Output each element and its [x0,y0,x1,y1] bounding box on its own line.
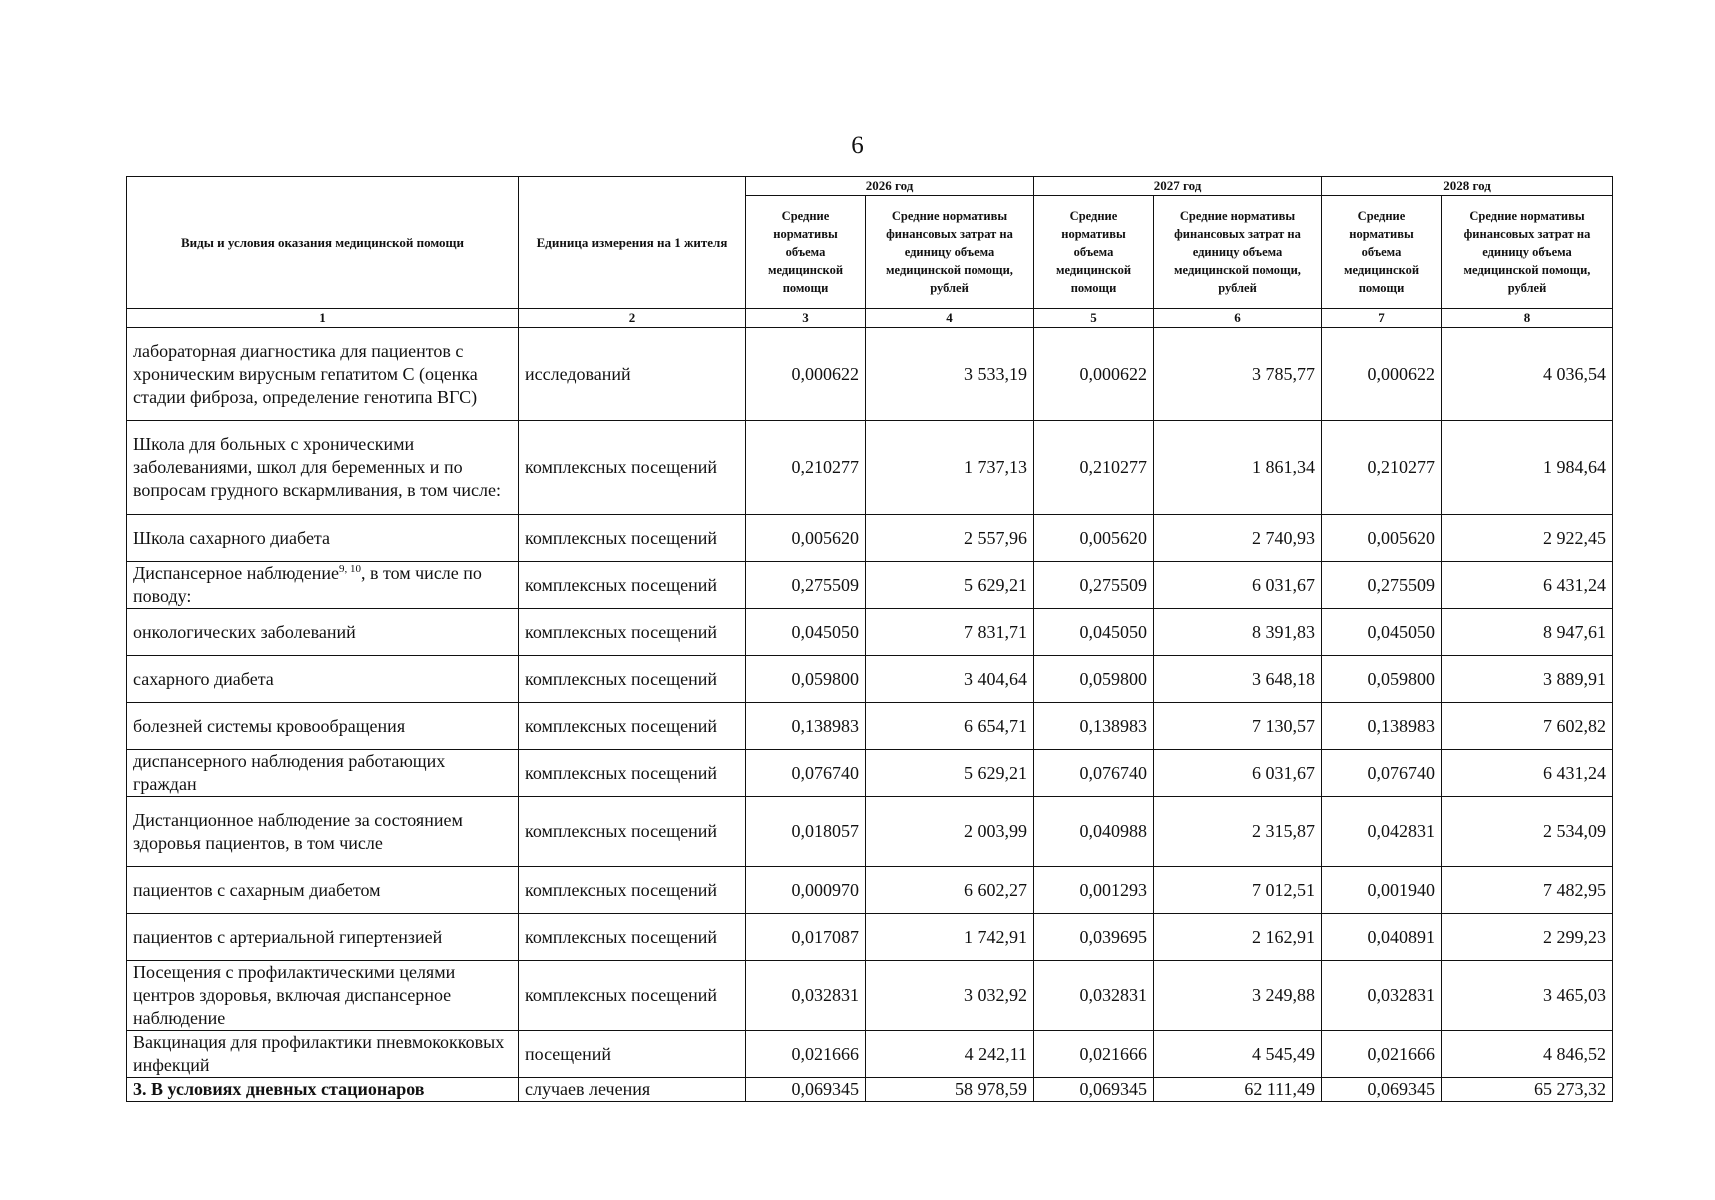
volume-2028: 0,045050 [1322,609,1442,656]
cost-2028: 3 889,91 [1442,656,1613,703]
cost-2027: 8 391,83 [1154,609,1322,656]
cost-2026: 7 831,71 [866,609,1034,656]
volume-2026: 0,017087 [746,914,866,961]
row-name: пациентов с сахарным диабетом [127,867,519,914]
volume-2028: 0,138983 [1322,703,1442,750]
volume-2026: 0,210277 [746,421,866,515]
cost-2028: 2 299,23 [1442,914,1613,961]
cost-2027: 3 785,77 [1154,328,1322,421]
row-name: лабораторная диагностика для пациентов с хроническим вирусным гепатитом С (оценка стадии фиброза, определение генотипа ВГС) [127,328,519,421]
header-cost-2026: Средние нормативы финансовых затрат на единицу объема медицинской помощи, рублей [866,196,1034,309]
table-row [127,562,1613,609]
volume-2027: 0,059800 [1034,656,1154,703]
cost-2026: 6 654,71 [866,703,1034,750]
volume-2027: 0,045050 [1034,609,1154,656]
header-unit: Единица измерения на 1 жителя [519,177,746,309]
row-unit: комплексных посещений [519,867,746,914]
table-row [127,515,1613,562]
row-name: диспансерного наблюдения работающих граждан [127,750,519,797]
normatives-table [126,176,1613,1102]
cost-2027: 4 545,49 [1154,1031,1322,1078]
row-name-text: , в том числе по поводу: [133,563,482,606]
volume-2028: 0,005620 [1322,515,1442,562]
col-number: 3 [746,309,866,328]
volume-2026: 0,021666 [746,1031,866,1078]
volume-2027: 0,069345 [1034,1078,1154,1102]
cost-2027: 7 012,51 [1154,867,1322,914]
cost-2026: 4 242,11 [866,1031,1034,1078]
header-volume-2026: Средние нормативы объема медицинской помощи [746,196,866,309]
cost-2028: 4 846,52 [1442,1031,1613,1078]
cost-2026: 1 742,91 [866,914,1034,961]
volume-2027: 0,021666 [1034,1031,1154,1078]
row-unit: комплексных посещений [519,703,746,750]
cost-2026: 3 032,92 [866,961,1034,1031]
row-unit: комплексных посещений [519,656,746,703]
volume-2027: 0,005620 [1034,515,1154,562]
volume-2028: 0,021666 [1322,1031,1442,1078]
table-row [127,1078,1613,1102]
header-row-numbers [127,309,1613,328]
header-year-2026: 2026 год [746,177,1034,196]
volume-2028: 0,032831 [1322,961,1442,1031]
volume-2028: 0,001940 [1322,867,1442,914]
row-name: сахарного диабета [127,656,519,703]
volume-2028: 0,210277 [1322,421,1442,515]
cost-2027: 2 315,87 [1154,797,1322,867]
header-year-2027: 2027 год [1034,177,1322,196]
footnote-ref: 9, 10 [338,563,361,575]
cost-2028: 1 984,64 [1442,421,1613,515]
row-unit: комплексных посещений [519,914,746,961]
cost-2028: 7 482,95 [1442,867,1613,914]
cost-2027: 3 648,18 [1154,656,1322,703]
col-number: 2 [519,309,746,328]
volume-2026: 0,032831 [746,961,866,1031]
cost-2028: 8 947,61 [1442,609,1613,656]
volume-2026: 0,059800 [746,656,866,703]
volume-2028: 0,040891 [1322,914,1442,961]
row-name [127,562,519,609]
table-row [127,961,1613,1031]
row-unit: комплексных посещений [519,609,746,656]
volume-2026: 0,005620 [746,515,866,562]
row-name: пациентов с артериальной гипертензией [127,914,519,961]
row-name: Посещения с профилактическими целями центров здоровья, включая диспансерное наблюдение [127,961,519,1031]
cost-2027: 2 740,93 [1154,515,1322,562]
volume-2026: 0,069345 [746,1078,866,1102]
table-row [127,750,1613,797]
cost-2028: 4 036,54 [1442,328,1613,421]
volume-2026: 0,275509 [746,562,866,609]
table-row [127,703,1613,750]
table-row [127,328,1613,421]
cost-2026: 5 629,21 [866,750,1034,797]
cost-2028: 7 602,82 [1442,703,1613,750]
col-number: 7 [1322,309,1442,328]
row-name: Школа для больных с хроническими заболеваниями, школ для беременных и по вопросам грудного вскармливания, в том числе: [127,421,519,515]
cost-2028: 2 922,45 [1442,515,1613,562]
cost-2027: 3 249,88 [1154,961,1322,1031]
cost-2026: 5 629,21 [866,562,1034,609]
header-cost-2028: Средние нормативы финансовых затрат на единицу объема медицинской помощи, рублей [1442,196,1613,309]
cost-2028: 65 273,32 [1442,1078,1613,1102]
cost-2026: 58 978,59 [866,1078,1034,1102]
volume-2028: 0,059800 [1322,656,1442,703]
header-row-years [127,177,1613,196]
cost-2028: 2 534,09 [1442,797,1613,867]
col-number: 1 [127,309,519,328]
table-row [127,797,1613,867]
header-year-2028: 2028 год [1322,177,1613,196]
volume-2028: 0,000622 [1322,328,1442,421]
row-name: 3. В условиях дневных стационаров [127,1078,519,1102]
volume-2026: 0,138983 [746,703,866,750]
table-row [127,867,1613,914]
row-unit: случаев лечения [519,1078,746,1102]
table-row [127,421,1613,515]
cost-2027: 6 031,67 [1154,562,1322,609]
volume-2026: 0,018057 [746,797,866,867]
table-row [127,609,1613,656]
col-number: 5 [1034,309,1154,328]
volume-2028: 0,069345 [1322,1078,1442,1102]
row-name: Школа сахарного диабета [127,515,519,562]
volume-2028: 0,042831 [1322,797,1442,867]
cost-2027: 62 111,49 [1154,1078,1322,1102]
row-name: болезней системы кровообращения [127,703,519,750]
row-unit: комплексных посещений [519,562,746,609]
volume-2027: 0,138983 [1034,703,1154,750]
row-unit: комплексных посещений [519,961,746,1031]
volume-2027: 0,039695 [1034,914,1154,961]
volume-2027: 0,000622 [1034,328,1154,421]
table-row [127,656,1613,703]
table-row [127,1031,1613,1078]
cost-2028: 3 465,03 [1442,961,1613,1031]
volume-2026: 0,000622 [746,328,866,421]
row-name: Дистанционное наблюдение за состоянием здоровья пациентов, в том числе [127,797,519,867]
table-row [127,914,1613,961]
volume-2027: 0,001293 [1034,867,1154,914]
cost-2028: 6 431,24 [1442,562,1613,609]
cost-2027: 7 130,57 [1154,703,1322,750]
volume-2027: 0,275509 [1034,562,1154,609]
row-unit: комплексных посещений [519,797,746,867]
cost-2027: 2 162,91 [1154,914,1322,961]
header-kind: Виды и условия оказания медицинской помощи [127,177,519,309]
row-name: онкологических заболеваний [127,609,519,656]
col-number: 4 [866,309,1034,328]
volume-2027: 0,032831 [1034,961,1154,1031]
cost-2026: 3 533,19 [866,328,1034,421]
page-number: 6 [851,132,864,159]
cost-2027: 6 031,67 [1154,750,1322,797]
volume-2026: 0,000970 [746,867,866,914]
cost-2026: 3 404,64 [866,656,1034,703]
header-volume-2028: Средние нормативы объема медицинской помощи [1322,196,1442,309]
volume-2026: 0,045050 [746,609,866,656]
row-unit: посещений [519,1031,746,1078]
row-unit: комплексных посещений [519,421,746,515]
row-name: Вакцинация для профилактики пневмококковых инфекций [127,1031,519,1078]
row-unit: исследований [519,328,746,421]
cost-2026: 2 003,99 [866,797,1034,867]
volume-2027: 0,076740 [1034,750,1154,797]
cost-2027: 1 861,34 [1154,421,1322,515]
volume-2027: 0,040988 [1034,797,1154,867]
volume-2028: 0,076740 [1322,750,1442,797]
volume-2028: 0,275509 [1322,562,1442,609]
col-number: 8 [1442,309,1613,328]
cost-2026: 2 557,96 [866,515,1034,562]
row-unit: комплексных посещений [519,750,746,797]
cost-2028: 6 431,24 [1442,750,1613,797]
col-number: 6 [1154,309,1322,328]
cost-2026: 6 602,27 [866,867,1034,914]
cost-2026: 1 737,13 [866,421,1034,515]
volume-2026: 0,076740 [746,750,866,797]
header-cost-2027: Средние нормативы финансовых затрат на единицу объема медицинской помощи, рублей [1154,196,1322,309]
header-volume-2027: Средние нормативы объема медицинской помощи [1034,196,1154,309]
row-unit: комплексных посещений [519,515,746,562]
row-name-text: Диспансерное наблюдение [133,563,339,583]
volume-2027: 0,210277 [1034,421,1154,515]
